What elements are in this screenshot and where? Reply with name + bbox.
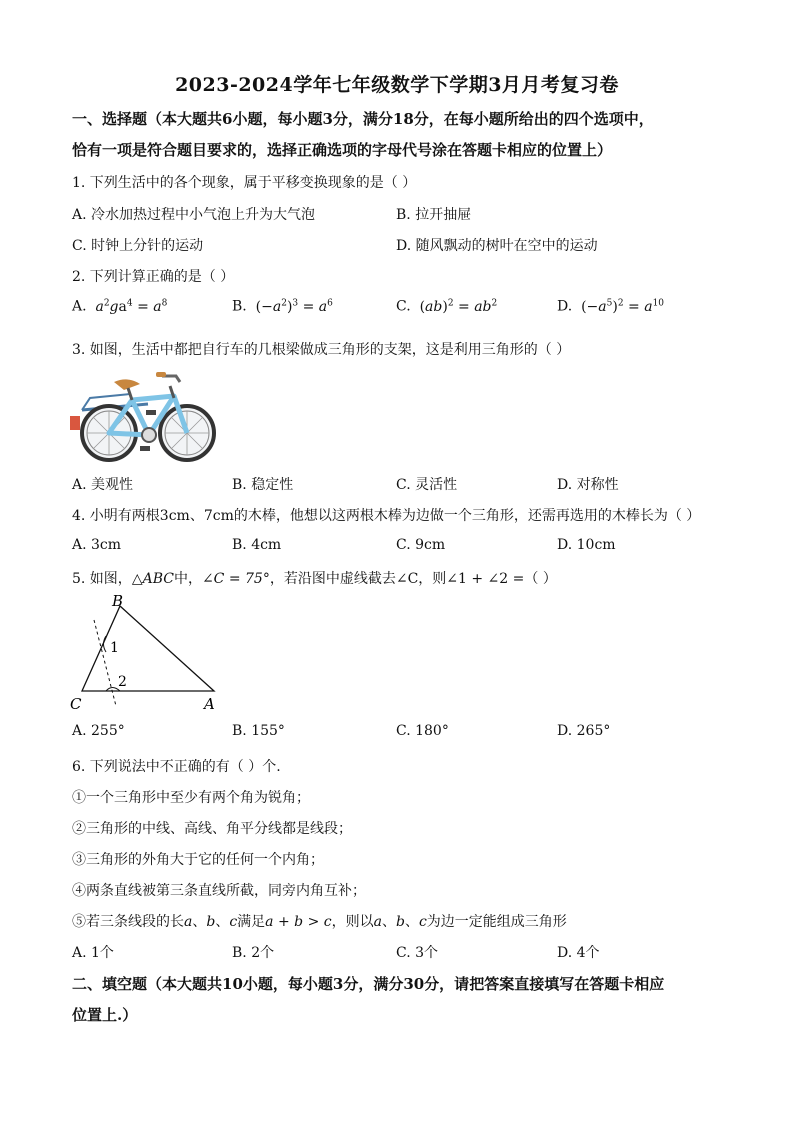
q5-stem-triangle: △ABC <box>131 571 174 587</box>
section2-heading-line2: 位置上.） <box>72 1006 138 1024</box>
q6-s5-ineq: a + b > c <box>265 914 332 930</box>
q6-option-c: C. 3个 <box>396 945 439 961</box>
vertex-c-label: C <box>70 695 82 713</box>
q6-s5-pre: ⑤若三条线段的长 <box>72 914 184 930</box>
q6-statement-2: ②三角形的中线、高线、角平分线都是线段； <box>72 821 352 837</box>
triangle-figure <box>68 590 228 714</box>
q4-stem: 4. 小明有两根3cm、7cm的木棒，他想以这两根木棒为边做一个三角形，还需再选用的木棒长为（ ） <box>72 508 701 524</box>
q2-option-d-formula: $(-a^5)^2 = a^{10}$ <box>581 298 665 315</box>
q5-stem-pre: 5. 如图， <box>72 571 132 587</box>
cut-dashed-line <box>94 620 116 706</box>
q4-option-c: C. 9cm <box>396 537 446 553</box>
q5-stem-post: ，若沿图中虚线截去∠C，则∠1 + ∠2 =（ ） <box>269 571 557 587</box>
q1-option-b: B. 拉开抽屉 <box>396 207 472 223</box>
q2-option-c-label: C. <box>396 298 411 315</box>
q5-option-b: B. 155° <box>232 723 285 739</box>
q1-option-d: D. 随风飘动的树叶在空中的运动 <box>396 238 598 254</box>
q5-option-d: D. 265° <box>557 723 611 739</box>
q6-option-a: A. 1个 <box>72 945 114 961</box>
q6-statement-3: ③三角形的外角大于它的任何一个内角； <box>72 852 324 868</box>
q4-option-b: B. 4cm <box>232 537 282 553</box>
q6-s5-vars-2: a、b、c <box>373 914 427 930</box>
q1-option-a: A. 冷水加热过程中小气泡上升为大气泡 <box>72 207 316 223</box>
q5-stem-mid: 中， <box>173 571 202 587</box>
q6-option-b: B. 2个 <box>232 945 275 961</box>
q3-option-b: B. 稳定性 <box>232 477 294 493</box>
q6-statement-1: ①一个三角形中至少有两个角为锐角； <box>72 790 310 806</box>
q6-s5-vars: a、b、c <box>184 914 238 930</box>
section1-heading-line2: 恰有一项是符合题目要求的，选择正确选项的字母代号涂在答题卡相应的位置上） <box>72 141 613 159</box>
page-title: 2023-2024学年七年级数学下学期3月月考复习卷 <box>175 74 619 96</box>
q2-option-b <box>232 298 333 315</box>
q2-option-d-label: D. <box>557 298 573 315</box>
q3-option-a: A. 美观性 <box>72 477 134 493</box>
q6-statement-4: ④两条直线被第三条直线所截，同旁内角互补； <box>72 883 366 899</box>
q4-option-a: A. 3cm <box>72 537 122 553</box>
q6-statement-5 <box>72 911 567 931</box>
q3-option-d: D. 对称性 <box>557 477 619 493</box>
q2-option-b-label: B. <box>232 298 247 315</box>
q6-option-d: D. 4个 <box>557 945 600 961</box>
q3-stem: 3. 如图，生活中都把自行车的几根梁做成三角形的支架，这是利用三角形的（ ） <box>72 342 571 358</box>
q5-stem-angle: ∠C = 75° <box>201 571 270 587</box>
q5-option-c: C. 180° <box>396 723 449 739</box>
q2-option-c-formula: $(ab)^2 = ab^2$ <box>419 298 498 315</box>
section2-heading-line1: 二、填空题（本大题共10小题，每小题3分，满分30分，请把答案直接填写在答题卡相应 <box>72 975 665 993</box>
q4-option-d: D. 10cm <box>557 537 616 553</box>
q2-option-b-formula: $(-a^2)^3 = a^6$ <box>255 298 333 315</box>
bicycle-image <box>70 364 220 464</box>
q2-option-a-formula: $a^2ga^4 = a^8$ <box>91 298 168 315</box>
q6-stem: 6. 下列说法中不正确的有（ ）个. <box>72 759 281 775</box>
q2-option-d <box>557 298 664 315</box>
angle-1-label: 1 <box>110 640 119 656</box>
q6-s5-mid: 满足 <box>237 914 266 930</box>
q5-stem <box>72 568 557 588</box>
section1-heading-line1: 一、选择题（本大题共6小题，每小题3分，满分18分，在每小题所给出的四个选项中， <box>72 110 654 128</box>
q2-option-a-label: A. <box>72 298 87 315</box>
triangle-abc <box>82 606 214 691</box>
q6-s5-post: ，则以 <box>331 914 374 930</box>
q5-option-a: A. 255° <box>72 723 125 739</box>
angle-2-label: 2 <box>118 674 127 690</box>
q2-option-c <box>396 298 497 315</box>
q2-stem: 2. 下列计算正确的是（ ） <box>72 269 235 285</box>
bicycle-handlebar <box>162 376 180 382</box>
q1-stem: 1. 下列生活中的各个现象，属于平移变换现象的是（ ） <box>72 175 417 191</box>
vertex-a-label: A <box>204 695 215 713</box>
bicycle-rear-reflector <box>70 416 80 430</box>
vertex-b-label: B <box>112 592 124 610</box>
q2-option-a <box>72 298 167 315</box>
q3-option-c: C. 灵活性 <box>396 477 458 493</box>
q6-s5-end: 为边一定能组成三角形 <box>426 914 567 930</box>
q1-option-c: C. 时钟上分针的运动 <box>72 238 204 254</box>
